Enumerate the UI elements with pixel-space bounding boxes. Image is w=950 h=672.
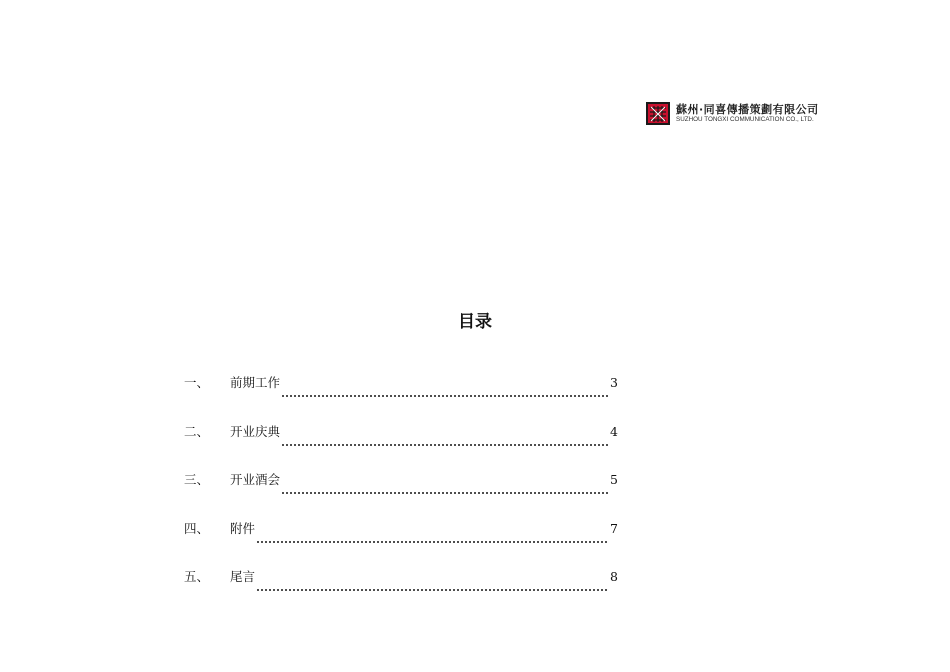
- toc-entry-number: 五、: [184, 569, 210, 584]
- toc-dot-leader: [281, 444, 609, 446]
- toc-entry-label: 开业庆典: [230, 423, 281, 439]
- toc-entry-appendix[interactable]: [184, 520, 618, 569]
- toc-entry-number: 三、: [184, 472, 210, 487]
- company-logo: [646, 102, 819, 125]
- company-name-english: SUZHOU TONGXI COMMUNICATION CO., LTD.: [676, 115, 814, 123]
- toc-entry-number: 四、: [184, 520, 210, 536]
- toc-entry-prework[interactable]: [184, 374, 618, 423]
- toc-entry-page: 7: [610, 520, 618, 536]
- toc-entry-opening-reception[interactable]: [184, 471, 618, 520]
- company-emblem-icon: [646, 102, 670, 125]
- toc-entry-number: 一、: [184, 375, 210, 390]
- toc-entry-opening-ceremony[interactable]: [184, 423, 618, 472]
- table-of-contents: [184, 374, 618, 617]
- toc-entry-closing-remarks[interactable]: [184, 568, 618, 617]
- toc-entry-number: 二、: [184, 423, 210, 439]
- toc-dot-leader: [281, 395, 609, 397]
- company-name-chinese: 蘇州·同喜傳播策劃有限公司: [676, 102, 819, 116]
- company-name: [676, 104, 819, 123]
- toc-entry-label: 前期工作: [230, 375, 281, 390]
- toc-entry-page: 8: [610, 569, 618, 584]
- toc-dot-leader: [256, 589, 609, 591]
- toc-entry-label: 开业酒会: [230, 472, 281, 487]
- toc-title: 目录: [458, 312, 492, 332]
- toc-entry-page: 5: [610, 472, 618, 487]
- toc-entry-page: 3: [610, 375, 618, 390]
- toc-entry-page: 4: [610, 423, 618, 439]
- toc-entry-label: 尾言: [230, 569, 256, 584]
- toc-entry-label: 附件: [230, 520, 256, 536]
- toc-dot-leader: [256, 541, 609, 543]
- toc-dot-leader: [281, 492, 609, 494]
